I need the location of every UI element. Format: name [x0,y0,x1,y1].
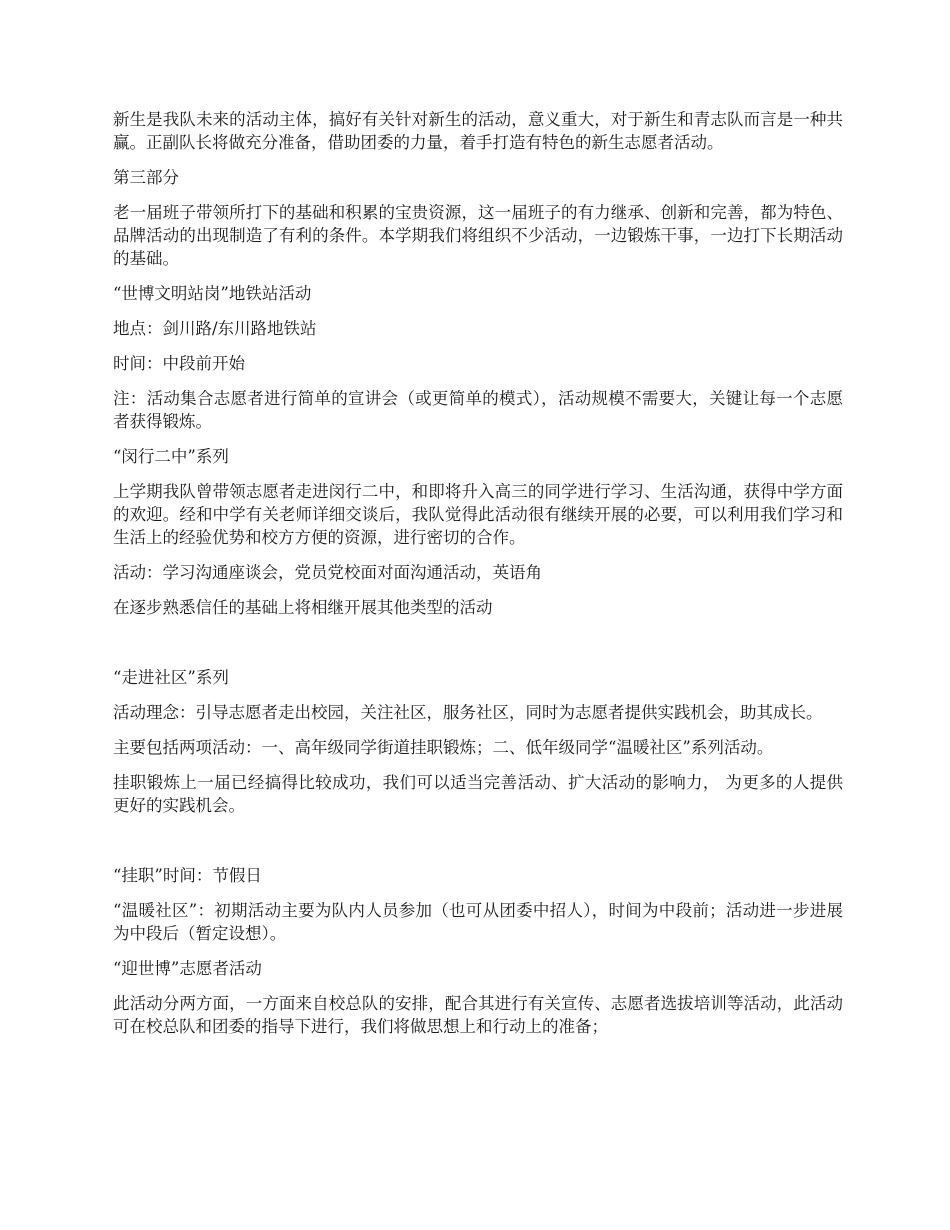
section-heading-part-three: 第三部分 [113,168,179,187]
paragraph-warm-community: “温暖社区”：初期活动主要为队内人员参加（也可从团委中招人），时间为中段前；活动进一步进展为中段后（暂定设想）。 [113,901,843,943]
heading-community-series: “走进社区”系列 [113,668,229,687]
paragraph-note: 注：活动集合志愿者进行简单的宣讲会（或更简单的模式），活动规模不需要大，关键让每一个志愿者获得锻炼。 [113,389,843,431]
paragraph-expo-volunteer-description: 此活动分两方面，一方面来自校总队的安排，配合其进行有关宣传、志愿者选拔培训等活动，此活动可在校总队和团委的指导下进行，我们将做思想上和行动上的准备； [113,994,843,1036]
heading-expo-volunteer-activity: “迎世博”志愿者活动 [113,959,262,978]
paragraph-freshmen-activities: 新生是我队未来的活动主体，搞好有关针对新生的活动，意义重大，对于新生和青志队而言是一种共赢。正副队长将做充分准备，借助团委的力量，着手打造有特色的新生志愿者活动。 [113,110,843,152]
paragraph-time: 时间：中段前开始 [113,354,245,373]
paragraph-activity-concept: 活动理念：引导志愿者走出校园，关注社区，服务社区，同时为志愿者提供实践机会，助其成长。 [113,703,823,722]
paragraph-activities-list: 活动：学习沟通座谈会，党员党校面对面沟通活动，英语角 [113,563,542,582]
paragraph-main-activities: 主要包括两项活动：一、高年级同学街道挂职锻炼；二、低年级同学“温暖社区”系列活动。 [113,738,774,757]
paragraph-internship-time: “挂职”时间：节假日 [113,866,262,885]
document-body [113,108,843,1050]
heading-expo-metro-activity: “世博文明站岗”地铁站活动 [113,284,312,303]
blank-spacer [113,829,843,864]
blank-spacer [113,631,843,666]
paragraph-leadership-legacy: 老一届班子带领所打下的基础和积累的宝贵资源，这一届班子的有力继承、创新和完善，都为特色、品牌活动的出现制造了有利的条件。本学期我们将组织不少活动，一边锻炼干事，一边打下长期活动的基础。 [113,203,843,268]
paragraph-future-activities: 在逐步熟悉信任的基础上将相继开展其他类型的活动 [113,598,493,617]
heading-minhang-school-series: “闵行二中”系列 [113,447,229,466]
paragraph-minhang-school-description: 上学期我队曾带领志愿者走进闵行二中，和即将升入高三的同学进行学习、生活沟通，获得中学方面的欢迎。经和中学有关老师详细交谈后，我队觉得此活动很有继续开展的必要，可以利用我们学习和生活上的经验优势和校方方便的资源，进行密切的合作。 [113,482,843,547]
paragraph-internship-review: 挂职锻炼上一届已经搞得比较成功，我们可以适当完善活动、扩大活动的影响力， 为更多的人提供更好的实践机会。 [113,773,843,815]
paragraph-location: 地点：剑川路/东川路地铁站 [113,319,317,338]
